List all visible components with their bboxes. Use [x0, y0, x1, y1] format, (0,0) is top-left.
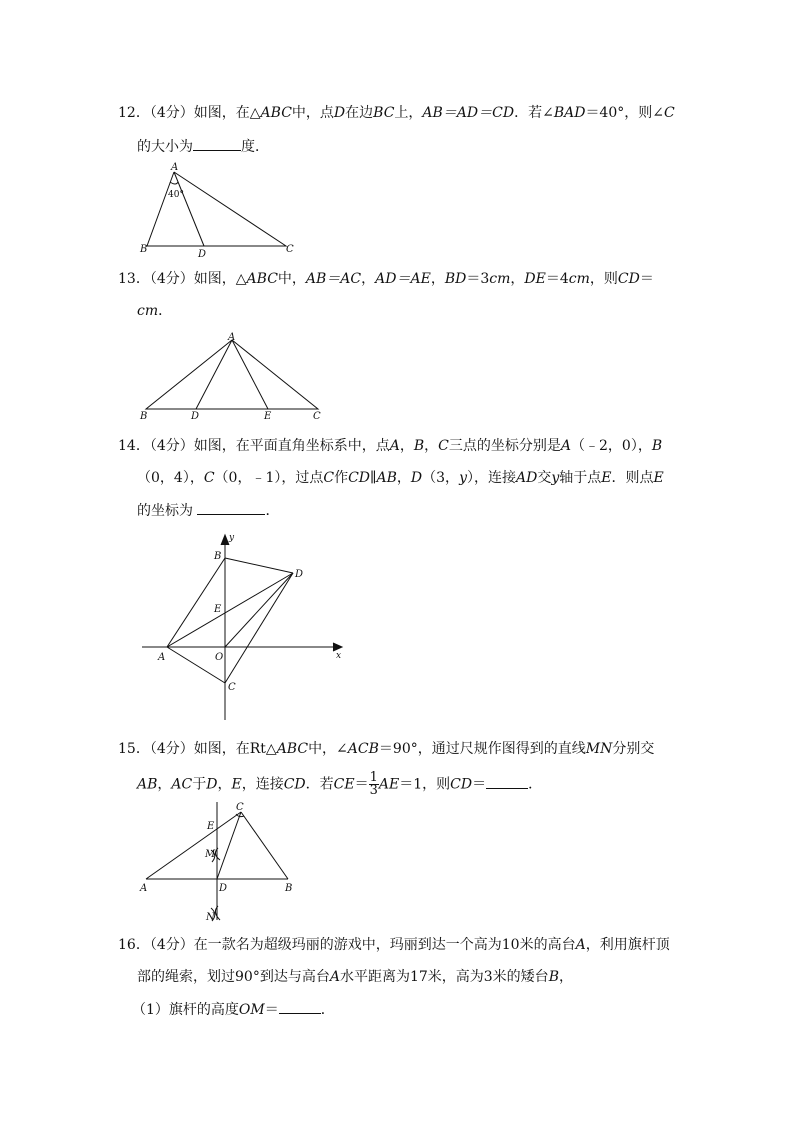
segment-cd [217, 812, 241, 879]
segment-od [225, 573, 293, 647]
segment-ac [146, 812, 241, 879]
label-d: D [198, 249, 207, 260]
q15-line1: 15．（4分）如图，在Rt△ABC中，∠ACB＝90°，通过尺规作图得到的直线MN分别交 [118, 741, 655, 757]
label-angle: 40° [168, 190, 184, 200]
x-axis-arrow [333, 643, 342, 651]
q16-line2: 部的绳索，划过90°到达与高台A水平距离为17米，高为3米的矮台B， [137, 969, 573, 985]
label-b: B [285, 883, 293, 894]
label-b: B [140, 244, 148, 255]
segment-ab [167, 558, 225, 647]
label-e: E [264, 411, 272, 422]
q13-line2: cm． [137, 303, 173, 319]
q15-line2: AB，AC于D，E，连接CD．若CE＝ $\frac{1}{3}$ AE＝1，则CD＝ ． [137, 770, 543, 798]
q16-line3: （1）旗杆的高度OM＝ ． [132, 999, 335, 1019]
answer-blank [486, 774, 528, 789]
q14-line3: 的坐标为 ． [137, 500, 279, 520]
q13-line1: 13．（4分）如图，△ABC中，AB＝AC，AD＝AE，BD＝3cm，DE＝4cm，则CD＝ [118, 271, 654, 287]
q14-figure [140, 528, 350, 723]
label-d: D [191, 411, 200, 422]
segment-cd [225, 573, 293, 683]
q16-line1: 16．（4分）在一款名为超级玛丽的游戏中，玛丽到达一个高为10米的高台A，利用旗杆顶 [118, 937, 670, 953]
q14-line2: （0，4），C（0，﹣1），过点C作CD∥AB，D（3，y），连接AD交y轴于点E．则点E [137, 470, 664, 486]
segment-cb [241, 812, 288, 879]
segment-ad [196, 340, 232, 409]
answer-blank [279, 999, 321, 1014]
answer-blank [193, 136, 241, 151]
label-a: A [228, 332, 236, 343]
label-e: E [207, 821, 215, 832]
triangle-abc [147, 172, 286, 246]
angle-arc [170, 182, 178, 184]
label-d: D [295, 569, 304, 580]
label-y: y [229, 533, 235, 543]
label-a: A [140, 883, 148, 894]
triangle-abc [146, 340, 318, 409]
segment-ad [167, 573, 293, 647]
label-x: x [336, 651, 342, 661]
segment-bd [225, 558, 293, 573]
q12-line1: 12．（4分）如图，在△ABC中，点D在边BC上，AB＝AD＝CD．若∠BAD＝40°，则∠C [118, 105, 675, 121]
label-n: N [206, 912, 215, 923]
label-a: A [171, 162, 179, 173]
answer-blank [197, 500, 265, 515]
label-b: B [214, 551, 222, 562]
fraction-one-third: $\frac{1}{3}$ [369, 770, 378, 798]
label-m: M [205, 849, 216, 860]
label-c: C [286, 244, 294, 255]
label-o: O [215, 652, 224, 663]
label-d: D [219, 883, 228, 894]
segment-ae [232, 340, 268, 409]
q14-line1: 14．（4分）如图，在平面直角坐标系中，点A，B，C三点的坐标分别是A（﹣2，0），B [118, 438, 663, 454]
segment-ad [174, 172, 204, 246]
label-e: E [214, 604, 222, 615]
y-axis-arrow [221, 535, 229, 545]
q15-figure [138, 800, 308, 925]
q13-figure [138, 330, 328, 425]
label-a: A [158, 652, 166, 663]
label-b: B [140, 411, 148, 422]
label-c: C [236, 802, 244, 813]
q12-line2: 的大小为 度． [137, 136, 269, 156]
q12-figure [138, 162, 298, 260]
label-c: C [228, 682, 236, 693]
label-c: C [313, 411, 321, 422]
